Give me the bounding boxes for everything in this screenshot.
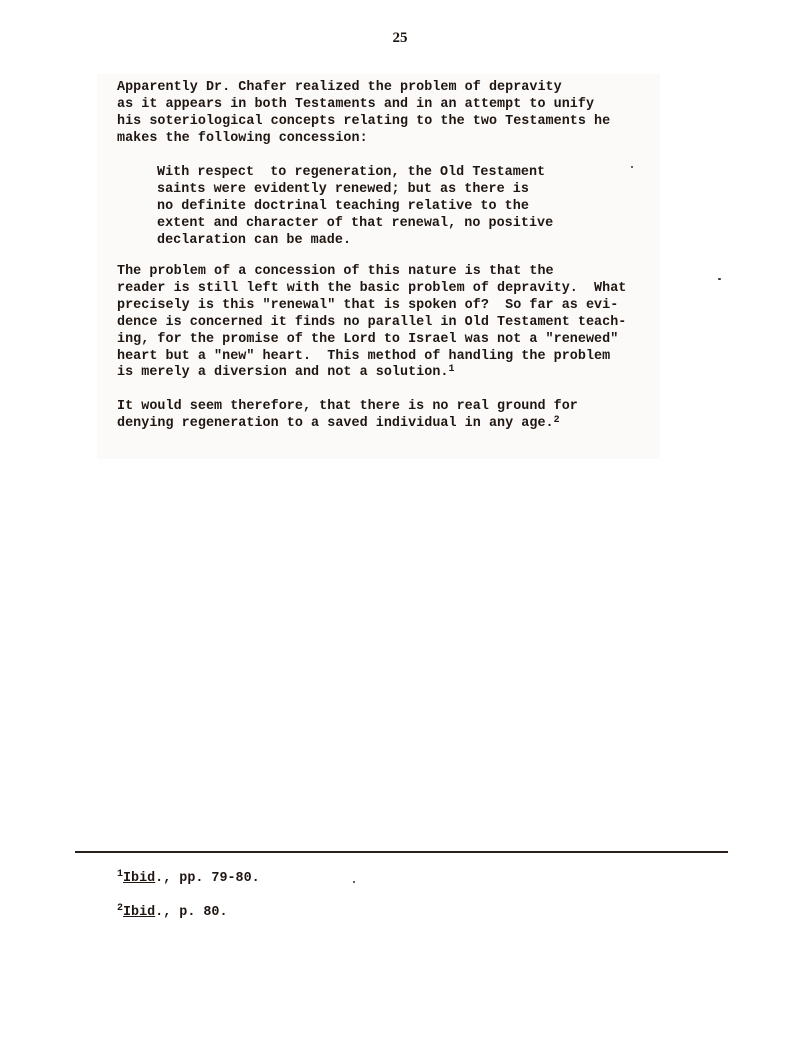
scan-speck xyxy=(631,166,633,168)
quote-line: declaration can be made. xyxy=(157,232,352,248)
page-number: 25 xyxy=(392,30,408,46)
paragraph-1-line: makes the following concession: xyxy=(117,130,368,146)
paragraph-2-line: reader is still left with the basic problem of depravity. What xyxy=(117,280,627,296)
block-quote xyxy=(157,165,553,250)
footnote-1 xyxy=(117,871,260,886)
paragraph-2-line: heart but a "new" heart. This method of handling the problem xyxy=(117,348,611,364)
footnote-ref-2: 2 xyxy=(553,414,560,426)
paragraph-1 xyxy=(117,80,610,148)
footnote-2 xyxy=(117,905,228,920)
paragraph-2-line: dence is concerned it finds no parallel in Old Testament teach- xyxy=(117,314,627,330)
footnote-ref-1: 1 xyxy=(448,364,455,376)
footnote-1-pages: ., pp. 79-80. xyxy=(155,871,260,886)
footnote-2-pages: ., p. 80. xyxy=(155,905,228,920)
paragraph-2-line: The problem of a concession of this nature is that the xyxy=(117,264,554,279)
scan-speck xyxy=(718,278,721,280)
paragraph-2-line: is merely a diversion and not a solution. xyxy=(117,365,449,381)
quote-line: no definite doctrinal teaching relative to the xyxy=(157,198,529,214)
paragraph-1-line: Apparently Dr. Chafer realized the problem of depravity xyxy=(117,80,562,95)
footnote-1-number: 1 xyxy=(117,869,124,880)
paragraph-2-line: ing, for the promise of the Lord to Israel was not a "renewed" xyxy=(117,331,619,347)
paragraph-1-line: as it appears in both Testaments and in an attempt to unify xyxy=(117,96,595,112)
scan-speck xyxy=(353,881,355,883)
paragraph-1-line: his soteriological concepts relating to the two Testaments he xyxy=(117,113,611,129)
footnote-1-source: Ibid xyxy=(123,871,156,886)
paragraph-2 xyxy=(117,264,626,382)
paragraph-2-line: precisely is this "renewal" that is spoken of? So far as evi- xyxy=(117,297,619,313)
quote-line: extent and character of that renewal, no positive xyxy=(157,215,554,231)
quote-line: saints were evidently renewed; but as there is xyxy=(157,181,529,197)
quote-line: With respect to regeneration, the Old Testament xyxy=(157,165,546,180)
paragraph-3-line: It would seem therefore, that there is no real ground for xyxy=(117,399,578,414)
footnote-2-source: Ibid xyxy=(123,905,156,920)
paragraph-3-line: denying regeneration to a saved individual in any age. xyxy=(117,415,554,431)
footnote-2-number: 2 xyxy=(117,903,124,914)
footnote-divider xyxy=(75,851,728,853)
paragraph-3 xyxy=(117,399,578,433)
